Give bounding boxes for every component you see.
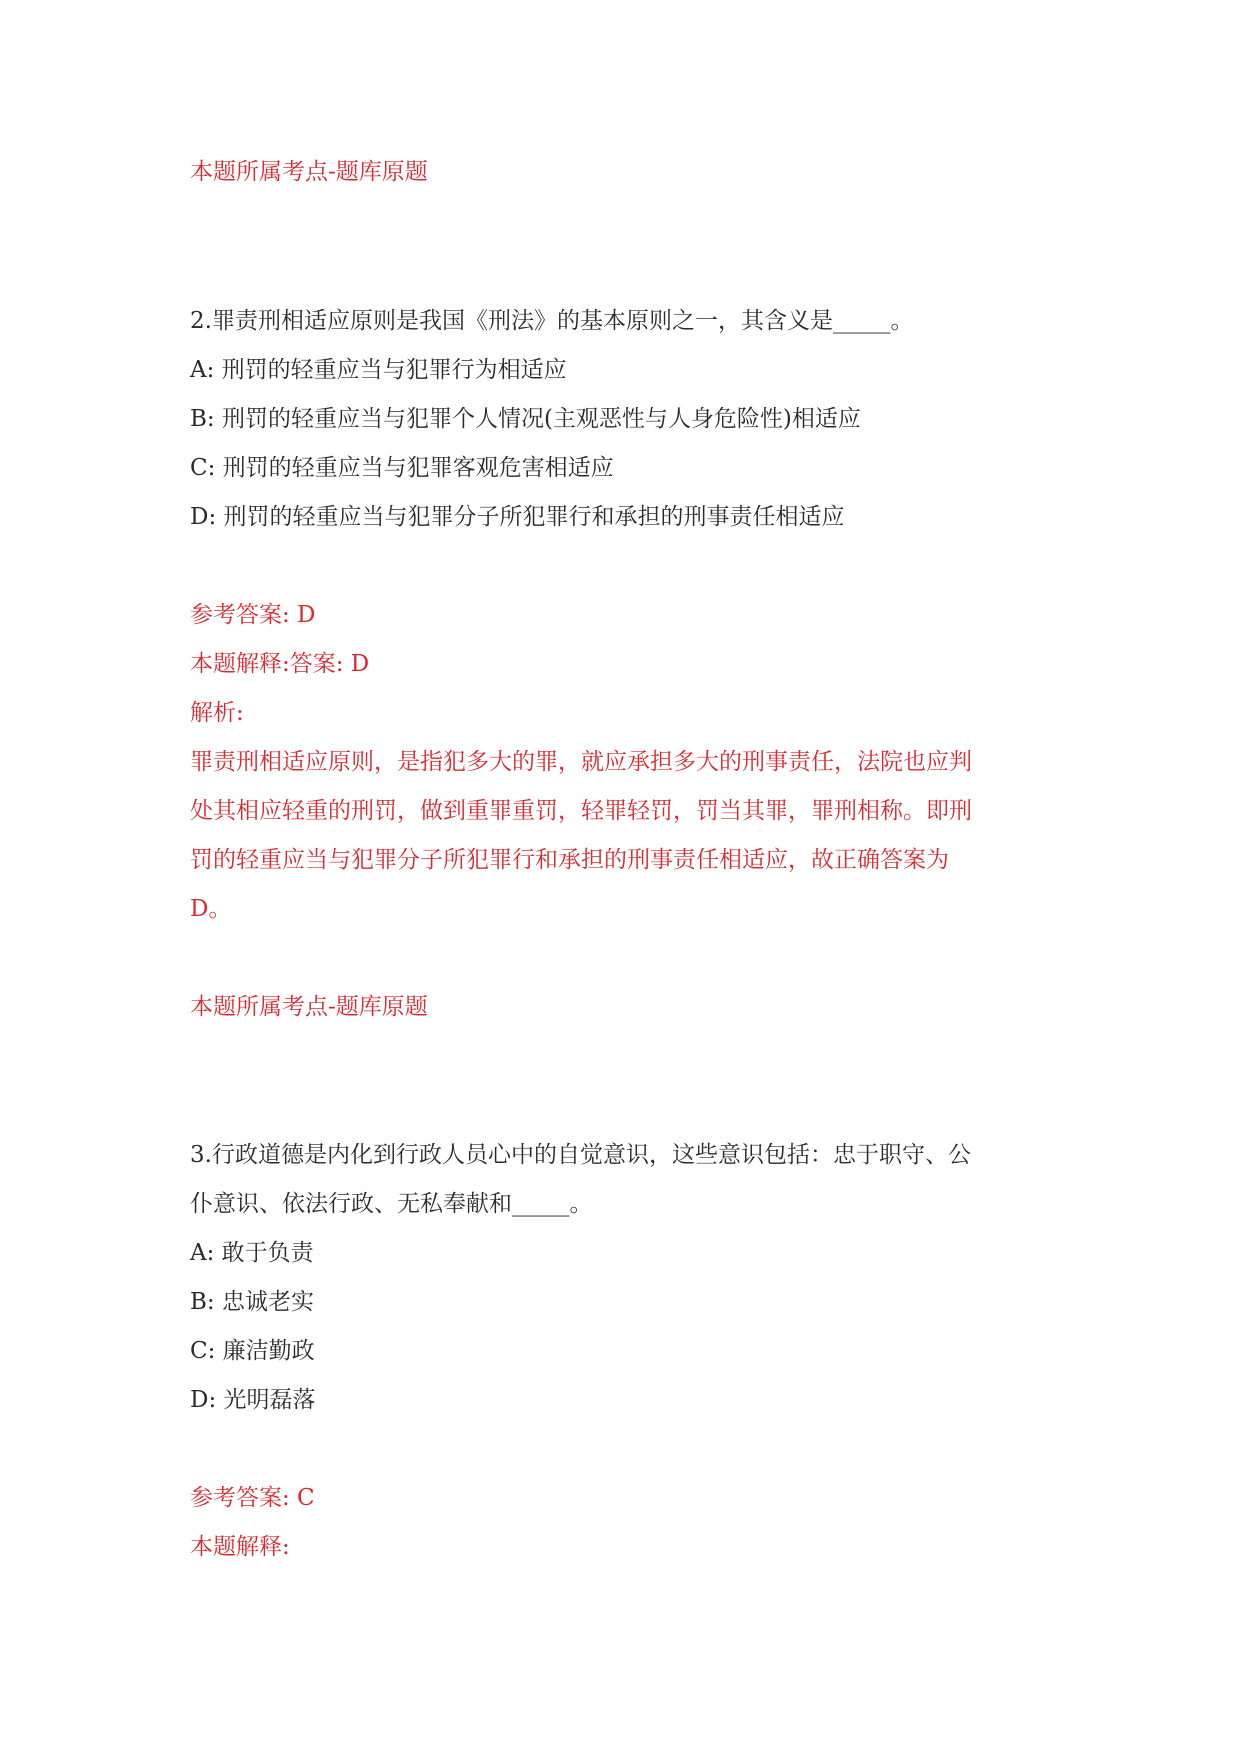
question-stem: 3.行政道德是内化到行政人员心中的自觉意识，这些意识包括：忠于职守、公 [190, 1142, 971, 1168]
option-c: C: 刑罚的轻重应当与犯罪客观危害相适应 [190, 455, 614, 481]
option-d: D: 光明磊落 [190, 1387, 316, 1413]
option-a: A: 敢于负责 [190, 1240, 314, 1266]
analysis-label: 解析: [190, 700, 244, 726]
analysis-line: 罪责刑相适应原则，是指犯多大的罪，就应承担多大的刑事责任，法院也应判 [190, 749, 972, 775]
option-b: B: 忠诚老实 [190, 1289, 314, 1315]
question-stem: 2.罪责刑相适应原则是我国《刑法》的基本原则之一，其含义是_____。 [190, 308, 914, 334]
option-b: B: 刑罚的轻重应当与犯罪个人情况(主观恶性与人身危险性)相适应 [190, 406, 861, 432]
analysis-line: 处其相应轻重的刑罚，做到重罪重罚，轻罪轻罚，罚当其罪，罪刑相称。即刑 [190, 798, 972, 824]
explanation-label: 本题解释:答案: D [190, 651, 370, 677]
reference-answer: 参考答案: D [190, 602, 316, 628]
reference-answer: 参考答案: C [190, 1485, 315, 1511]
explanation-label: 本题解释: [190, 1534, 290, 1560]
option-c: C: 廉洁勤政 [190, 1338, 315, 1364]
source-tag-top: 本题所属考点-题库原题 [190, 159, 428, 185]
option-a: A: 刑罚的轻重应当与犯罪行为相适应 [190, 357, 567, 383]
source-tag: 本题所属考点-题库原题 [190, 994, 428, 1020]
analysis-line: D。 [190, 896, 232, 922]
option-d: D: 刑罚的轻重应当与犯罪分子所犯罪行和承担的刑事责任相适应 [190, 504, 845, 530]
analysis-line: 罚的轻重应当与犯罪分子所犯罪行和承担的刑事责任相适应，故正确答案为 [190, 847, 949, 873]
question-stem: 仆意识、依法行政、无私奉献和_____。 [190, 1191, 593, 1217]
